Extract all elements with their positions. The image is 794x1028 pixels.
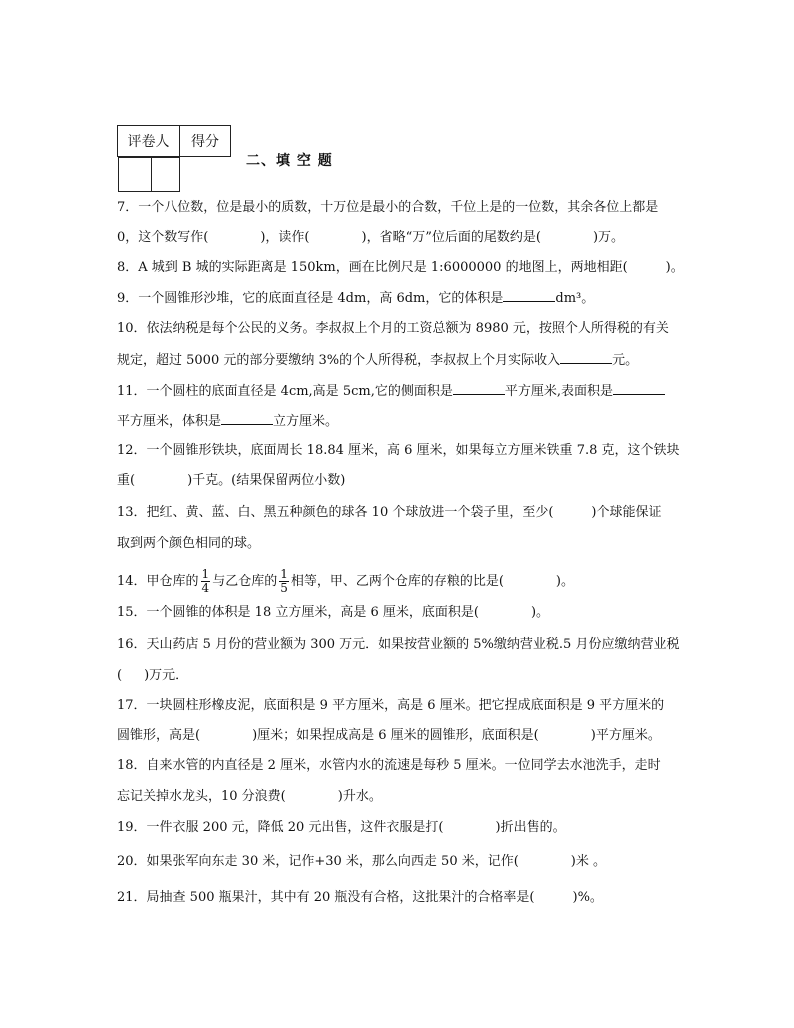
answer-underline[interactable] [560, 351, 612, 364]
q11-text-3: 平方厘米，体积是 [117, 414, 222, 429]
answer-underline[interactable] [613, 382, 665, 395]
q14-text-3: 相等，甲、乙两个仓库的存粮的比是( [290, 574, 504, 589]
score-table-header-row [118, 126, 231, 157]
fraction-denominator: 5 [280, 581, 288, 595]
q8-text-1: 8．A 城到 B 城的实际距离是 150km，画在比例尺是 1:6000000 的地图上，两地相距( [117, 260, 628, 275]
q9-text-1: 9．一个圆锥形沙堆，它的底面直径是 4dm，高 6dm，它的体积是 [117, 291, 504, 306]
q21-text-1: 21．局抽查 500 瓶果汁，其中有 20 瓶没有合格，这批果汁的合格率是( [117, 890, 535, 905]
q14-text-2: 与乙仓库的 [212, 574, 278, 589]
q8-text-2: )。 [665, 260, 684, 275]
answer-underline[interactable] [221, 412, 273, 425]
q11-text-2: 平方厘米,表面积是 [504, 384, 613, 399]
q15-text-1: 15．一个圆锥的体积是 18 立方厘米，高是 6 厘米，底面积是( [117, 605, 479, 620]
q7-text-2: 0，这个数写作( [117, 230, 209, 245]
q10-text-3: 元。 [612, 353, 639, 368]
question-9 [117, 289, 594, 308]
fraction-numerator: 1 [280, 567, 288, 581]
q17-text-1: 17．一块圆柱形橡皮泥，底面积是 9 平方厘米，高是 6 厘米。把它捏成底面积是 9 平方厘米的 [117, 698, 665, 713]
question-7-line-1 [117, 199, 658, 217]
q12-text-2: 重( [117, 473, 136, 488]
question-12-line-2 [117, 472, 345, 490]
q12-text-3: )千克。(结果保留两位小数) [187, 473, 346, 488]
q7-text-3: )，读作( [260, 230, 310, 245]
question-15 [117, 604, 549, 622]
question-20 [117, 853, 606, 871]
q17-text-2: 圆锥形，高是( [117, 728, 201, 743]
section-title: 二、填 空 题 [246, 153, 333, 169]
question-11-line-2 [117, 412, 338, 431]
question-16-line-2 [117, 667, 188, 685]
question-11-line-1 [117, 382, 665, 401]
question-13-line-1 [117, 504, 662, 522]
q10-text-1: 10．依法纳税是每个公民的义务。李叔叔上个月的工资总额为 8980 元，按照个人所得税的有关 [117, 321, 669, 336]
q11-text-1: 11．一个圆柱的底面直径是 4cm,高是 5cm,它的侧面积是 [117, 384, 453, 399]
question-7-line-2 [117, 229, 624, 247]
score-table-blank-row [118, 157, 180, 192]
q14-text-4: )。 [555, 574, 574, 589]
q20-text-2: )米 。 [570, 854, 607, 869]
q18-text-3: )升水。 [337, 789, 382, 804]
q18-text-1: 18．自来水管的内直径是 2 厘米，水管内水的流速是每秒 5 厘米。一位同学去水池洗手，走时 [117, 758, 661, 773]
answer-underline[interactable] [453, 382, 505, 395]
q9-text-2: dm³。 [555, 291, 595, 306]
q14-text-1: 14．甲仓库的 [117, 574, 199, 589]
q20-text-1: 20．如果张军向东走 30 米，记作+30 米，那么向西走 50 米，记作( [117, 854, 519, 869]
question-18-line-2 [117, 788, 382, 806]
q7-text-4: )，省略“万”位后面的尾数约是( [361, 230, 541, 245]
q13-text-3: 取到两个颜色相同的球。 [117, 536, 261, 551]
score-label: 得分 [180, 126, 231, 157]
q13-text-1: 13．把红、黄、蓝、白、黑五种颜色的球各 10 个球放进一个袋子里，至少( [117, 505, 554, 520]
question-10-line-2 [117, 351, 638, 370]
q11-text-4: 立方厘米。 [273, 414, 339, 429]
question-19 [117, 819, 566, 837]
question-14 [117, 568, 574, 595]
score-cell [151, 158, 179, 192]
q16-text-1: 16．天山药店 5 月份的营业额为 300 万元．如果按营业额的 5%缴纳营业税.5 月份应缴纳营业税 [117, 637, 680, 652]
question-12-line-1 [117, 442, 680, 460]
q7-text-1: 7．一个八位数，位是最小的质数，十万位是最小的合数，千位上是的一位数，其余各位上都是 [117, 200, 659, 215]
fraction-numerator: 1 [201, 567, 210, 581]
score-table [117, 125, 231, 192]
question-18-line-1 [117, 757, 661, 775]
q15-text-2: )。 [530, 605, 550, 620]
question-17-line-1 [117, 697, 664, 715]
fraction-one-fifth [279, 568, 289, 595]
reviewer-label: 评卷人 [118, 126, 180, 157]
q7-text-5: )万。 [592, 230, 625, 245]
q19-text-1: 19．一件衣服 200 元，降低 20 元出售，这件衣服是打( [117, 820, 444, 835]
question-8 [117, 259, 684, 277]
q13-text-2: )个球能保证 [591, 505, 662, 520]
fraction-one-quarter [201, 568, 211, 595]
q12-text-1: 12．一个圆锥形铁块，底面周长 18.84 厘米，高 6 厘米，如果每立方厘米铁重 7.8 克，这个铁块 [117, 443, 680, 458]
question-13-line-2 [117, 535, 260, 553]
q17-text-3: )厘米；如果捏成高是 6 厘米的圆锥形，底面积是( [252, 728, 539, 743]
q19-text-2: )折出售的。 [495, 820, 566, 835]
question-10-line-1 [117, 320, 669, 338]
q10-text-2: 规定，超过 5000 元的部分要缴纳 3%的个人所得税，李叔叔上个月实际收入 [117, 353, 561, 368]
q16-text-2: ( [117, 668, 123, 683]
answer-underline[interactable] [503, 289, 555, 302]
q21-text-2: )%。 [572, 890, 603, 905]
reviewer-cell [118, 158, 151, 192]
question-17-line-2 [117, 727, 661, 745]
q18-text-2: 忘记关掉水龙头，10 分浪费( [117, 789, 286, 804]
q17-text-4: )平方厘米。 [590, 728, 661, 743]
q16-text-3: )万元． [144, 668, 189, 683]
question-21 [117, 889, 603, 907]
fraction-denominator: 4 [201, 581, 210, 595]
question-16-line-1 [117, 636, 679, 654]
